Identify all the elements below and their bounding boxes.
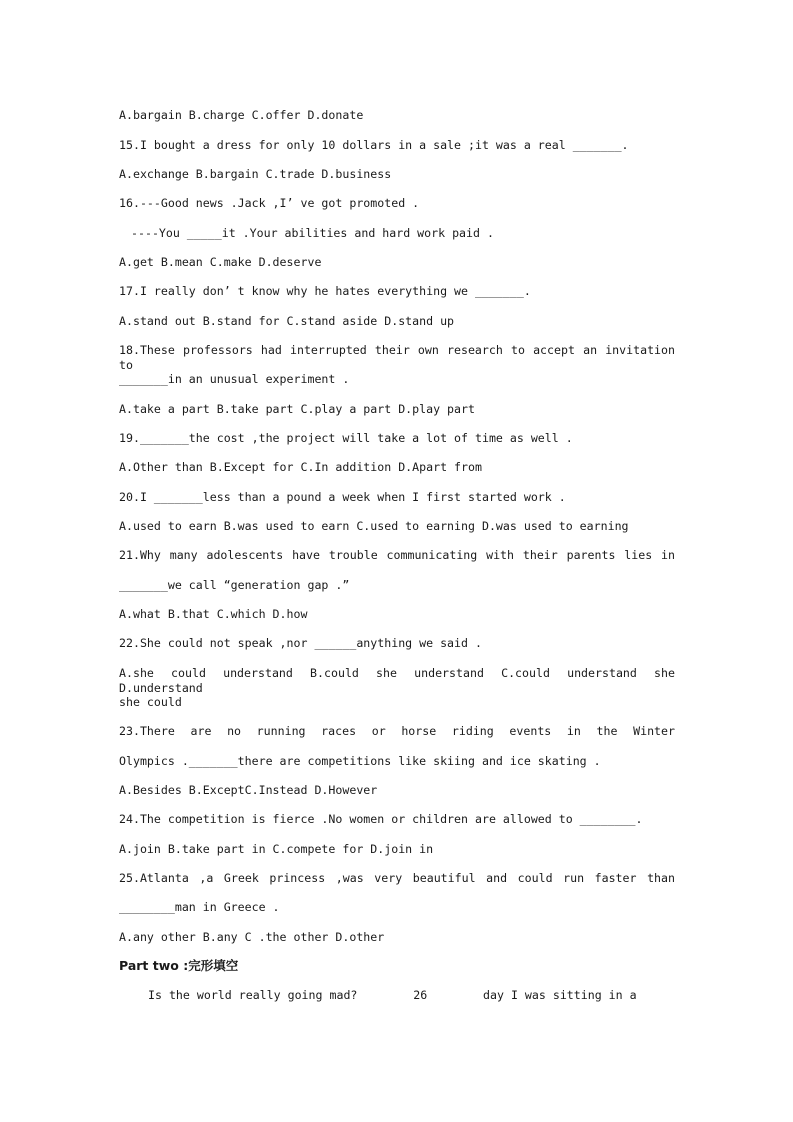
q19-question: 19._______the cost ,the project will take a lot of time as well . — [119, 431, 573, 445]
q21-options: A.what B.that C.which D.how — [119, 607, 308, 621]
q23-question: 23.There are no running races or horse riding events in the Winter — [119, 724, 675, 738]
q21-question-cont: _______we call “generation gap .” — [119, 578, 350, 592]
q20-options: A.used to earn B.was used to earn C.used to earning D.was used to earning — [119, 519, 629, 533]
q16-question-reply: ----You _____it .Your abilities and hard work paid . — [131, 226, 494, 240]
q14-options: A.bargain B.charge C.offer D.donate — [119, 108, 364, 122]
q23-options: A.Besides B.ExceptC.Instead D.However — [119, 783, 378, 797]
cloze-passage-line: Is the world really going mad? 26 day I was sitting in a — [148, 988, 637, 1002]
q20-question: 20.I _______less than a pound a week when I first started work . — [119, 490, 566, 504]
section-heading: Part two :完形填空 — [119, 958, 239, 973]
q25-options: A.any other B.any C .the other D.other — [119, 930, 385, 944]
q18-options: A.take a part B.take part C.play a part D.play part — [119, 402, 475, 416]
q19-options: A.Other than B.Except for C.In addition D.Apart from — [119, 460, 482, 474]
q16-options: A.get B.mean C.make D.deserve — [119, 255, 322, 269]
q17-options: A.stand out B.stand for C.stand aside D.stand up — [119, 314, 455, 328]
q17-question: 17.I really don’ t know why he hates everything we _______. — [119, 284, 531, 298]
q25-question: 25.Atlanta ,a Greek princess ,was very beautiful and could run faster than — [119, 871, 675, 885]
q21-question: 21.Why many adolescents have trouble communicating with their parents lies in — [119, 548, 675, 562]
q15-question: 15.I bought a dress for only 10 dollars in a sale ;it was a real _______. — [119, 138, 629, 152]
q18-question-cont: _______in an unusual experiment . — [119, 372, 350, 386]
q23-question-cont: Olympics ._______there are competitions like skiing and ice skating . — [119, 754, 601, 768]
q15-options: A.exchange B.bargain C.trade D.business — [119, 167, 392, 181]
q24-options: A.join B.take part in C.compete for D.join in — [119, 842, 434, 856]
q25-question-cont: ________man in Greece . — [119, 900, 280, 914]
q18-question: 18.These professors had interrupted their own research to accept an invitation to — [119, 343, 675, 372]
q22-question: 22.She could not speak ,nor ______anything we said . — [119, 636, 482, 650]
q22-options-cont: she could — [119, 695, 182, 709]
q22-options: A.she could understand B.could she understand C.could understand she D.understand — [119, 666, 675, 695]
q16-question: 16.---Good news .Jack ,I’ ve got promoted . — [119, 196, 420, 210]
q24-question: 24.The competition is fierce .No women or children are allowed to ________. — [119, 812, 643, 826]
